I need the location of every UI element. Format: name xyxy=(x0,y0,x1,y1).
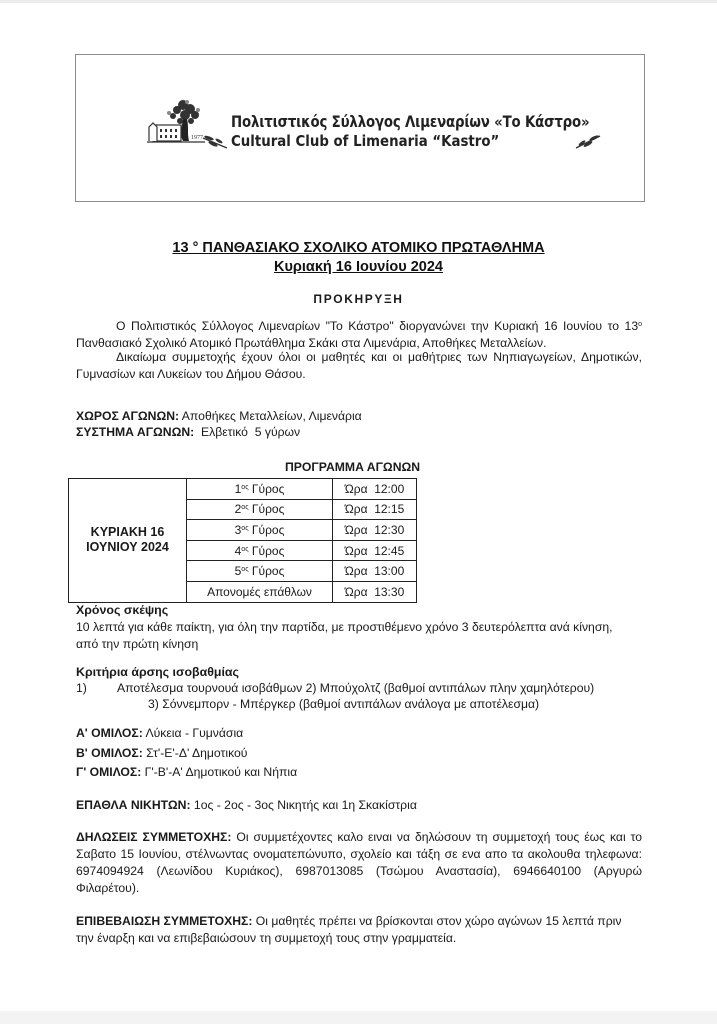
time-cell: Ώρα 12:15 xyxy=(333,499,417,520)
tiebreak-heading: Κριτήρια άρσης ισοβαθμίας xyxy=(76,665,239,679)
bottom-edge xyxy=(0,1011,717,1024)
round-cell: $4^{o\varsigma}$ Γύρος xyxy=(187,540,333,561)
venue-label: ΧΩΡΟΣ ΑΓΩΝΩΝ: xyxy=(76,409,180,423)
thinking-time-text: 10 λεπτά για κάθε παίκτη, για όλη την παρτίδα, με προστιθέμενο χρόνο 3 δευτερόλεπτα ανά κίνηση, από την πρώτη κίνηση xyxy=(76,620,613,651)
logo-year: 1977 xyxy=(191,135,203,141)
group-value: Στ'-Ε'-Δ' Δημοτικού xyxy=(142,746,248,760)
olive-branch-left-icon xyxy=(201,134,229,150)
day-line-1: ΚΥΡΙΑΚΗ 16 xyxy=(90,525,165,540)
eligibility-paragraph xyxy=(76,349,642,383)
registration-label: ΔΗΛΩΣΕΙΣ ΣΥΜΜΕΤΟΧΗΣ: xyxy=(76,830,232,844)
system-label: ΣΥΣΤΗΜΑ ΑΓΩΝΩΝ: xyxy=(76,425,195,439)
eligibility-text: Δικαίωμα συμμετοχής έχουν όλοι οι μαθητές και οι μαθήτριες των Νηπιαγωγείων, Δημοτικών, Γυμνασίων και Λυκείων του Δήμου Θάσου. xyxy=(76,350,642,381)
group-label: Γ' ΟΜΙΛΟΣ: xyxy=(76,765,142,779)
prizes-value: 1ος - 2ος - 3ος Νικητής και 1η Σκακίστρια xyxy=(190,798,417,812)
confirmation-paragraph xyxy=(76,913,642,947)
schedule-table xyxy=(68,478,417,603)
system-value: Ελβετικό 5 γύρων xyxy=(194,425,301,439)
venue-line xyxy=(76,408,362,425)
tiebreak-number: 1) xyxy=(76,681,87,695)
olive-tree-logo-icon xyxy=(145,95,207,147)
announcement-heading: ΠΡΟΚΗΡΥΞΗ xyxy=(313,292,404,306)
group-label: Α' ΟΜΙΛΟΣ: xyxy=(76,726,143,740)
round-cell: Απονομές επάθλων xyxy=(187,581,333,602)
round-cell: $3^{o\varsigma}$ Γύρος xyxy=(187,520,333,541)
group-b-line xyxy=(76,745,247,762)
tiebreak-line-2: 3) Σόννεμπορν - Μπέργκερ (βαθμοί αντιπάλων ανάλογα με αποτέλεσμα) xyxy=(148,697,540,711)
table-row xyxy=(69,479,417,500)
day-line-2: ΙΟΥΝΙΟΥ 2024 xyxy=(86,540,169,555)
intro-paragraph xyxy=(76,316,642,352)
schedule-title: ΠΡΟΓΡΑΜΜΑ ΑΓΩΝΩΝ xyxy=(285,460,421,474)
tiebreak-line-1 xyxy=(76,681,594,695)
time-cell: Ώρα 12:30 xyxy=(333,520,417,541)
day-cell xyxy=(69,479,187,603)
group-value: Γ'-Β'-Α' Δημοτικού και Νήπια xyxy=(141,765,298,779)
registration-text: Οι συμμετέχοντες καλο ειναι να δηλώσουν τη συμμετοχή τους έως και το Σαβατο 15 Ιουνίου, στέλνωντας ονοματεπώνυπο, σχολείο και τάξη σε ενα απο τα ακολουθα τηλεφωνα: 6974094924 (Λεωνίδου Κυριάκος), 6987013085 (Τσώμου Αναστασία), 6946640100 (Αργυρώ Φιλαρέτου). xyxy=(76,830,642,895)
club-name-greek: Πολιτιστικός Σύλλογος Λιμεναρίων «Το Κάστρο» xyxy=(231,113,590,131)
round-cell: $1^{o\varsigma}$ Γύρος xyxy=(187,479,333,500)
tiebreak-text-1: Αποτέλεσμα τουρνουά ισοβάθμων 2) Μπούχολτζ (βαθμοί αντιπάλων πλην χαμηλότερου) xyxy=(117,681,595,695)
letterhead-box xyxy=(75,54,645,202)
round-cell: $5^{o\varsigma}$ Γύρος xyxy=(187,561,333,582)
confirmation-text: Οι μαθητές πρέπει να βρίσκονται στον χώρο αγώνων 15 λεπτά πριν την έναρξη και να επιβεβαιώσουν τη συμμετοχή τους στην γραμματεία. xyxy=(76,914,622,945)
group-a-line xyxy=(76,725,243,742)
time-cell: Ώρα 12:00 xyxy=(333,479,417,500)
championship-date: Κυριακή 16 Ιουνίου 2024 xyxy=(274,259,443,275)
group-c-line xyxy=(76,764,297,781)
club-name-english: Cultural Club of Limenaria “Kastro” xyxy=(231,132,500,150)
intro-text-a: Ο Πολιτιστικός Σύλλογος Λιμεναρίων "Το Κάστρο" διοργανώνει την Κυριακή 16 Ιουνίου το 13 xyxy=(116,319,639,333)
top-edge xyxy=(0,0,717,3)
time-cell: Ώρα 13:00 xyxy=(333,561,417,582)
group-label: Β' ΟΜΙΛΟΣ: xyxy=(76,746,143,760)
group-value: Λύκεια - Γυμνάσια xyxy=(142,726,244,740)
confirmation-label: ΕΠΙΒΕΒΑΙΩΣΗ ΣΥΜΜΕΤΟΧΗΣ: xyxy=(76,914,253,928)
prizes-label: ΕΠΑΘΛΑ ΝΙΚΗΤΩΝ: xyxy=(76,798,191,812)
olive-branch-right-icon xyxy=(574,134,602,150)
thinking-time-heading: Χρόνος σκέψης xyxy=(76,603,169,617)
registration-paragraph xyxy=(76,829,642,897)
time-cell: Ώρα 13:30 xyxy=(333,581,417,602)
system-line xyxy=(76,424,300,441)
time-cell: Ώρα 12:45 xyxy=(333,540,417,561)
round-cell: $2^{o\varsigma}$ Γύρος xyxy=(187,499,333,520)
prizes-line xyxy=(76,797,417,814)
intro-text-b: Πανθασιακό Σχολικό Ατομικό Πρωτάθλημα Σκάκι στα Λιμενάρια, Αποθήκες Μεταλλείων. xyxy=(76,336,547,350)
ordinal-sup: ο xyxy=(638,321,642,328)
championship-title: 13 ° ΠΑΝΘΑΣΙΑΚΟ ΣΧΟΛΙΚΟ ΑΤΟΜΙΚΟ ΠΡΩΤΑΘΛΗΜΑ xyxy=(172,240,545,256)
venue-value: Αποθήκες Μεταλλείων, Λιμενάρια xyxy=(179,409,362,423)
